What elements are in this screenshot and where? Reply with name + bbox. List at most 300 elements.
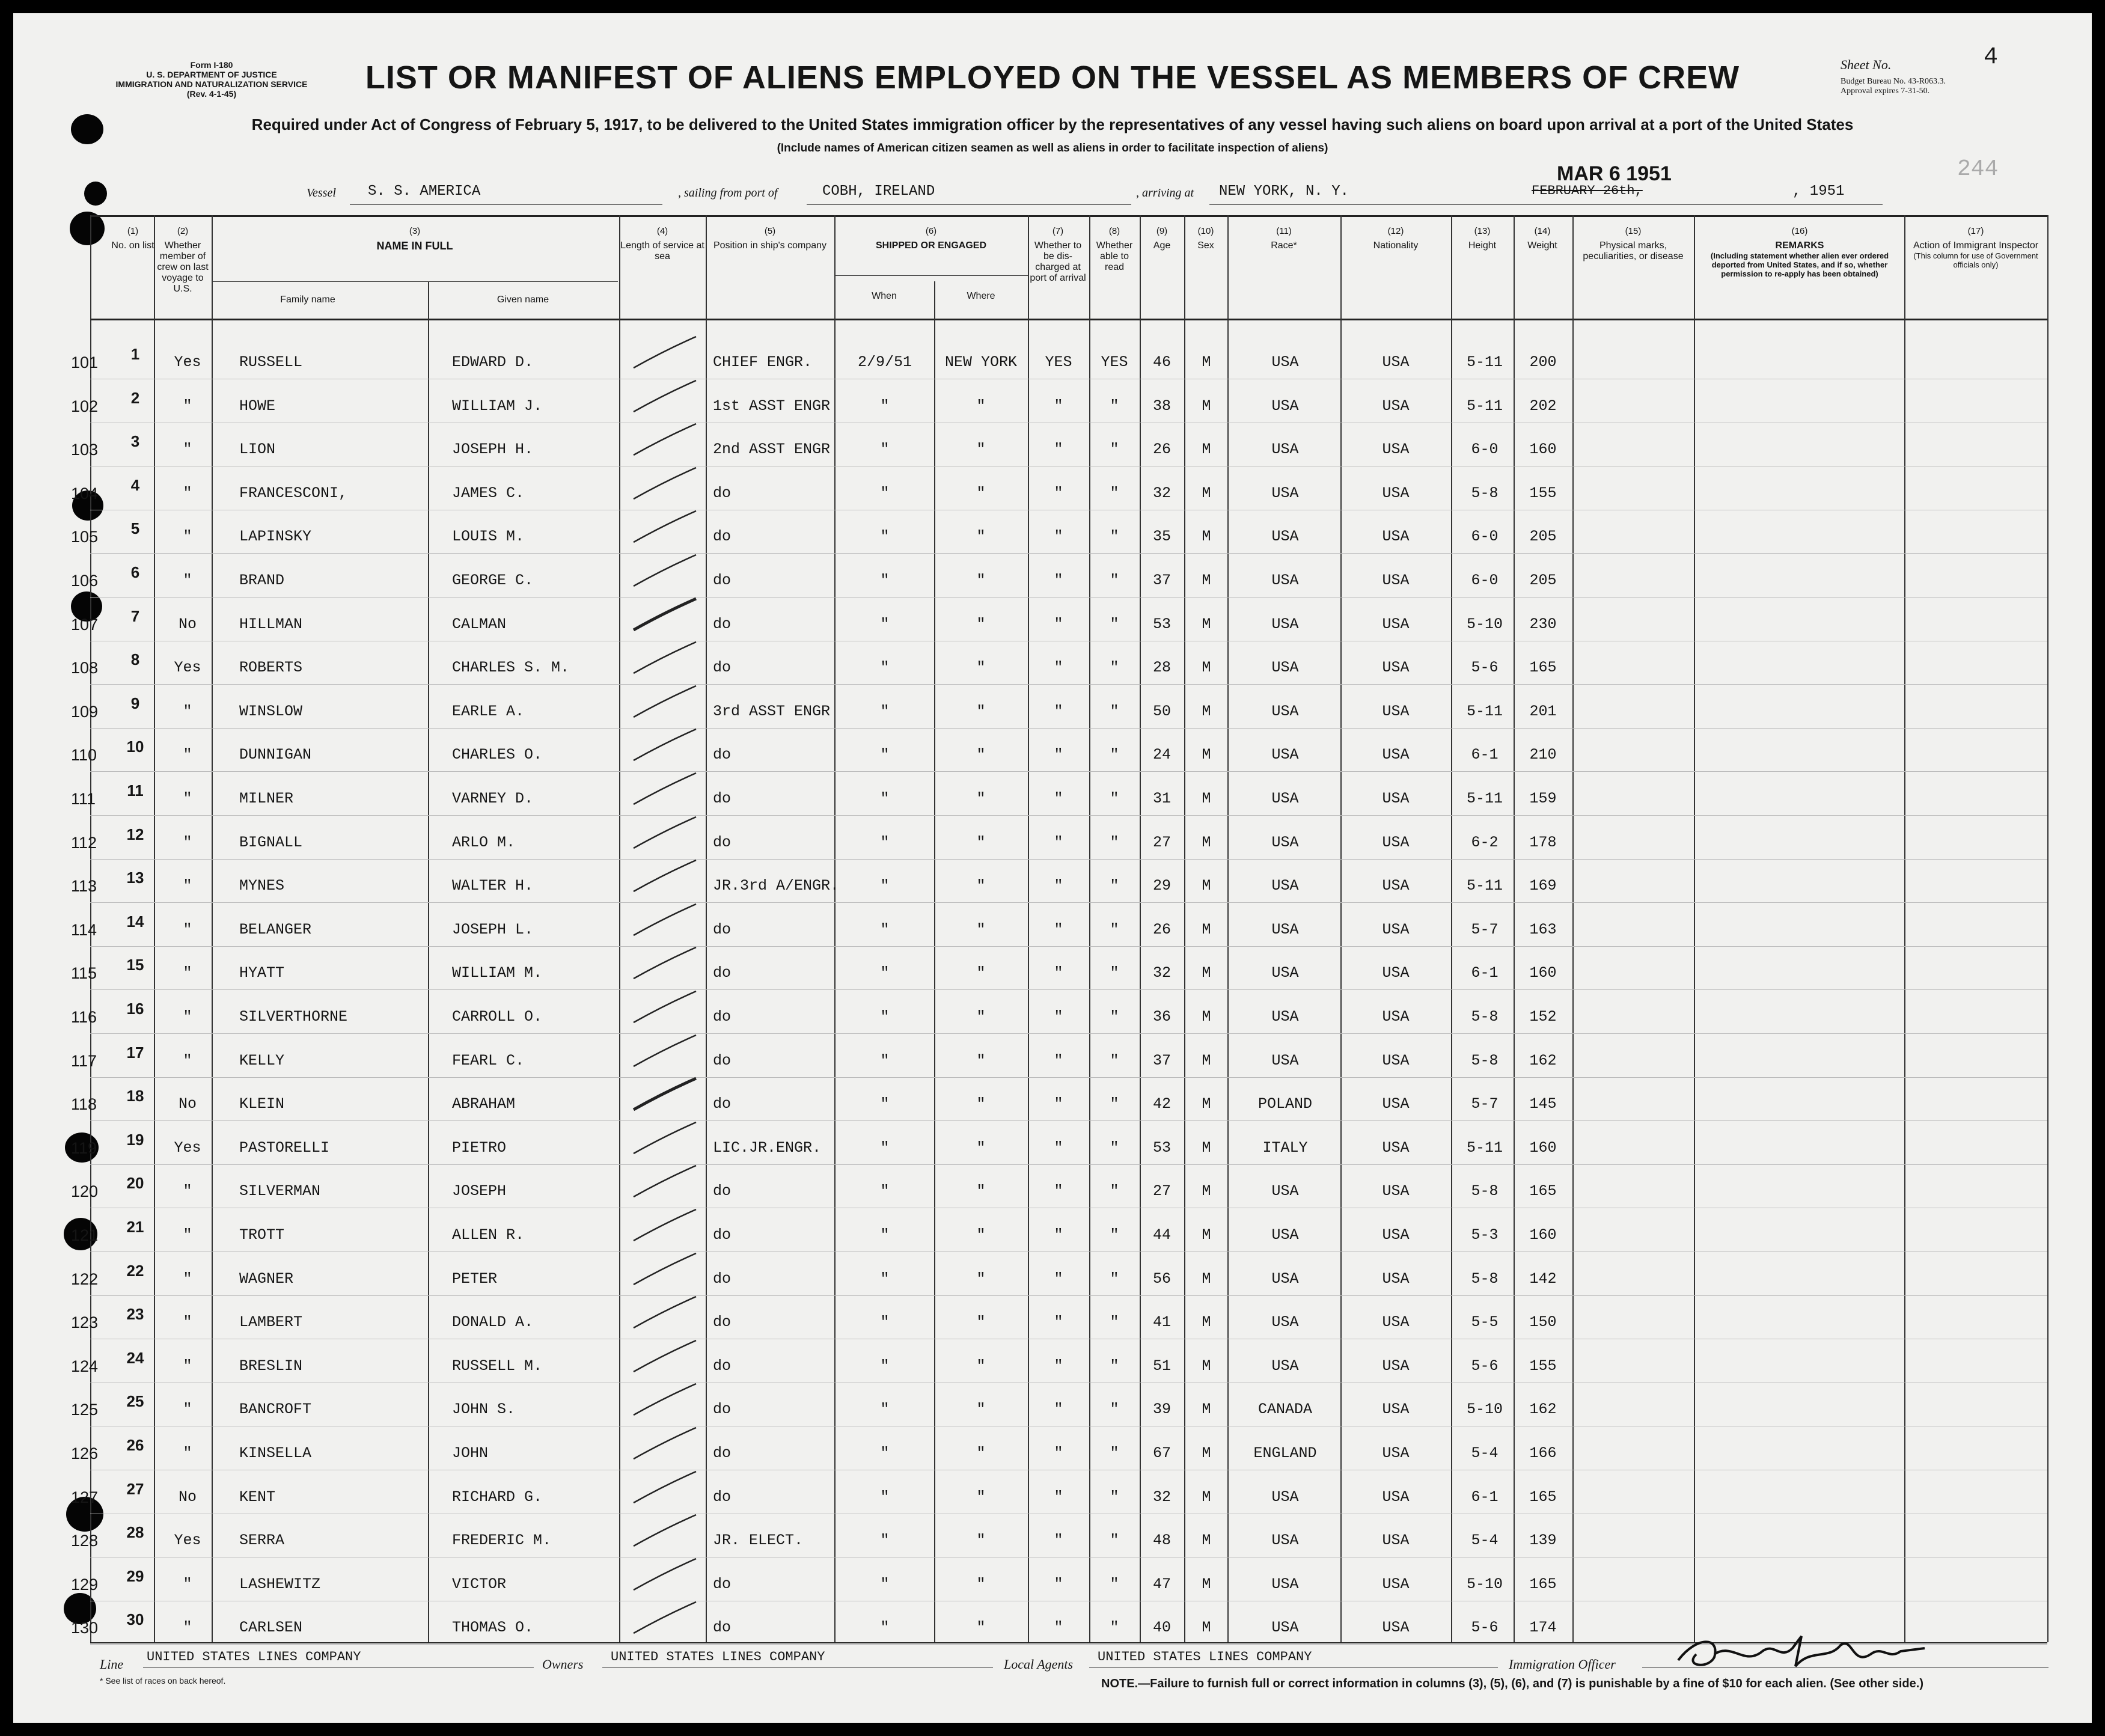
cell-sex: M xyxy=(1202,1401,1211,1419)
arrival-year: , 1951 xyxy=(1792,183,1845,200)
cell-when: " xyxy=(880,1575,890,1593)
service-check-mark xyxy=(629,1075,701,1114)
cell-sex: M xyxy=(1202,964,1211,982)
cell-read: " xyxy=(1110,1138,1119,1157)
list-number: 24 xyxy=(126,1348,144,1367)
cell-when: " xyxy=(880,441,890,459)
cell-nat: USA xyxy=(1382,1444,1410,1462)
revision: (Rev. 4-1-45) xyxy=(186,89,237,99)
cell-prev: " xyxy=(183,1357,192,1375)
service-check-mark xyxy=(629,1511,701,1551)
list-number: 13 xyxy=(126,869,144,887)
list-number: 23 xyxy=(126,1305,144,1324)
cell-read: " xyxy=(1110,1488,1119,1506)
cell-read: YES xyxy=(1101,353,1128,371)
cell-prev: " xyxy=(183,1051,192,1069)
sheet-block xyxy=(1841,44,2057,96)
cell-age: 35 xyxy=(1152,528,1171,546)
cell-read: " xyxy=(1110,1401,1119,1419)
cell-height: 5-8 xyxy=(1471,1008,1499,1025)
cell-sex: M xyxy=(1202,920,1211,938)
cell-family: SILVERTHORNE xyxy=(239,1008,348,1025)
service-check-mark xyxy=(629,682,701,722)
column-rule xyxy=(1572,215,1574,1642)
cell-race: USA xyxy=(1271,1532,1299,1550)
where-header: Where xyxy=(967,291,995,301)
service-check-mark xyxy=(629,377,701,417)
cell-prev: " xyxy=(183,1226,192,1244)
manifest-row-number: 120 xyxy=(71,1182,99,1201)
cell-nat: USA xyxy=(1382,1008,1410,1025)
cell-nat: USA xyxy=(1382,528,1410,546)
cell-where: " xyxy=(976,1575,986,1593)
manifest-row-number: 122 xyxy=(71,1270,99,1288)
manifest-row-number: 123 xyxy=(71,1313,99,1332)
list-number: 22 xyxy=(126,1261,144,1280)
cell-height: 5-7 xyxy=(1471,920,1499,938)
cell-sex: M xyxy=(1202,1357,1211,1375)
cell-read: " xyxy=(1110,920,1119,938)
cell-when: " xyxy=(880,790,890,807)
cell-when: " xyxy=(880,1138,890,1157)
cell-read: " xyxy=(1110,1226,1119,1244)
cell-position: do xyxy=(713,1488,732,1506)
cell-family: LAPINSKY xyxy=(239,528,312,546)
manifest-row-number: 119 xyxy=(71,1138,97,1157)
cell-family: WINSLOW xyxy=(239,702,303,720)
cell-height: 6-0 xyxy=(1471,441,1499,459)
line-company: UNITED STATES LINES COMPANY xyxy=(147,1649,361,1664)
service-check-mark xyxy=(629,1119,701,1158)
cell-sex: M xyxy=(1202,790,1211,807)
cell-read: " xyxy=(1110,1357,1119,1375)
cell-height: 5-11 xyxy=(1466,397,1503,415)
cell-prev: Yes xyxy=(174,353,201,371)
cell-prev: " xyxy=(183,528,192,546)
service-check-mark xyxy=(629,1206,701,1245)
cell-race: USA xyxy=(1271,790,1299,807)
list-number: 29 xyxy=(126,1566,144,1585)
list-number: 27 xyxy=(126,1479,144,1498)
cell-sex: M xyxy=(1202,1270,1211,1288)
cell-weight: 165 xyxy=(1529,1575,1557,1593)
cell-family: HOWE xyxy=(239,397,276,415)
cell-when: " xyxy=(880,1051,890,1069)
manifest-row-number: 130 xyxy=(71,1619,99,1637)
cell-given: PIETRO xyxy=(452,1138,507,1157)
cell-given: EARLE A. xyxy=(452,702,525,720)
cell-nat: USA xyxy=(1382,1575,1410,1593)
cell-where: " xyxy=(976,1095,986,1113)
approval-expires: Approval expires 7-31-50. xyxy=(1841,87,1930,96)
subtitle-note: (Include names of American citizen seamen as well as aliens in order to facilitate inspection of aliens) xyxy=(777,142,1328,154)
service-check-mark xyxy=(629,1250,701,1289)
service-check-mark xyxy=(629,595,701,635)
vessel-label: Vessel xyxy=(307,186,336,200)
cell-age: 26 xyxy=(1152,920,1171,938)
cell-dis: " xyxy=(1054,920,1063,938)
manifest-row-number: 124 xyxy=(71,1357,99,1375)
cell-nat: USA xyxy=(1382,1619,1410,1637)
cell-nat: USA xyxy=(1382,1313,1410,1331)
cell-sex: M xyxy=(1202,877,1211,895)
cell-position: do xyxy=(713,1444,732,1462)
list-number: 25 xyxy=(126,1392,144,1411)
cell-sex: M xyxy=(1202,353,1211,371)
cell-nat: USA xyxy=(1382,659,1410,677)
manifest-row-number: 113 xyxy=(71,877,97,896)
list-number: 11 xyxy=(127,781,144,799)
cell-when: " xyxy=(880,1095,890,1113)
manifest-row-number: 103 xyxy=(71,441,99,459)
cell-given: EDWARD D. xyxy=(452,353,534,371)
cell-dis: " xyxy=(1054,397,1063,415)
service-check-mark xyxy=(629,638,701,678)
service-check-mark xyxy=(629,1468,701,1508)
cell-dis: " xyxy=(1054,1488,1063,1506)
cell-weight: 202 xyxy=(1529,397,1557,415)
cell-age: 53 xyxy=(1152,615,1171,633)
cell-read: " xyxy=(1110,1095,1119,1113)
cell-family: PASTORELLI xyxy=(239,1138,330,1157)
cell-weight: 152 xyxy=(1529,1008,1557,1025)
cell-sex: M xyxy=(1202,615,1211,633)
cell-race: USA xyxy=(1271,702,1299,720)
cell-age: 41 xyxy=(1152,1313,1171,1331)
cell-age: 44 xyxy=(1152,1226,1171,1244)
cell-height: 5-11 xyxy=(1466,702,1503,720)
sheet-number: 4 xyxy=(1984,44,1999,71)
cell-age: 24 xyxy=(1152,746,1171,764)
cell-height: 5-11 xyxy=(1466,790,1503,807)
col-5-header: (5) Position in ship's company xyxy=(713,226,827,251)
row-rule xyxy=(90,771,2047,772)
cell-position: do xyxy=(713,615,732,633)
cell-sex: M xyxy=(1202,484,1211,502)
cell-prev: Yes xyxy=(174,1532,201,1550)
cell-height: 5-4 xyxy=(1471,1532,1499,1550)
cell-weight: 150 xyxy=(1529,1313,1557,1331)
manifest-row-number: 116 xyxy=(71,1008,97,1026)
cell-prev: " xyxy=(183,1401,192,1419)
cell-prev: " xyxy=(183,572,192,589)
cell-age: 47 xyxy=(1152,1575,1171,1593)
port-from: COBH, IRELAND xyxy=(822,183,935,200)
cell-family: BRAND xyxy=(239,572,285,589)
cell-family: KLEIN xyxy=(239,1095,285,1113)
service-check-mark xyxy=(629,900,701,940)
row-rule xyxy=(90,597,2047,598)
manifest-row-number: 112 xyxy=(71,833,97,852)
list-number: 14 xyxy=(126,912,144,931)
cell-when: 2/9/51 xyxy=(857,353,912,371)
cell-dis: " xyxy=(1054,1444,1063,1462)
cell-dis: " xyxy=(1054,1095,1063,1113)
list-number: 17 xyxy=(126,1043,144,1062)
cell-weight: 201 xyxy=(1529,702,1557,720)
cell-age: 50 xyxy=(1152,702,1171,720)
cell-nat: USA xyxy=(1382,833,1410,851)
cell-race: USA xyxy=(1271,964,1299,982)
service-check-mark xyxy=(629,507,701,547)
struck-date: FEBRUARY 26th, xyxy=(1532,183,1643,198)
family-name-header: Family name xyxy=(280,295,335,305)
cell-given: PETER xyxy=(452,1270,498,1288)
row-rule xyxy=(90,902,2047,903)
col-2-header: (2) Whether member of crew on last voyage to U.S. xyxy=(157,226,209,294)
cell-position: LIC.JR.ENGR. xyxy=(713,1138,822,1157)
cell-weight: 160 xyxy=(1529,1138,1557,1157)
cell-where: " xyxy=(976,441,986,459)
col-10-header: (10) Sex xyxy=(1197,226,1214,251)
cell-weight: 162 xyxy=(1529,1051,1557,1069)
cell-age: 42 xyxy=(1152,1095,1171,1113)
cell-dis: " xyxy=(1054,877,1063,895)
cell-nat: USA xyxy=(1382,353,1410,371)
manifest-row-number: 126 xyxy=(71,1444,99,1462)
cell-position: do xyxy=(713,1226,732,1244)
cell-read: " xyxy=(1110,1444,1119,1462)
form-number: Form I-180 xyxy=(190,60,233,70)
agents-label: Local Agents xyxy=(1004,1657,1074,1672)
cell-nat: USA xyxy=(1382,1401,1410,1419)
cell-position: do xyxy=(713,1182,732,1200)
cell-sex: M xyxy=(1202,1444,1211,1462)
cell-read: " xyxy=(1110,615,1119,633)
col-11-header: (11) Race* xyxy=(1271,226,1297,251)
cell-race: USA xyxy=(1271,353,1299,371)
list-number: 18 xyxy=(126,1087,144,1105)
cell-position: do xyxy=(713,1401,732,1419)
cell-age: 29 xyxy=(1152,877,1171,895)
cell-position: JR. ELECT. xyxy=(713,1532,804,1550)
cell-race: USA xyxy=(1271,1575,1299,1593)
cell-where: " xyxy=(976,1444,986,1462)
cell-weight: 165 xyxy=(1529,1488,1557,1506)
cell-when: " xyxy=(880,484,890,502)
cell-sex: M xyxy=(1202,1313,1211,1331)
list-number: 30 xyxy=(126,1610,144,1629)
cell-when: " xyxy=(880,1182,890,1200)
cell-family: SILVERMAN xyxy=(239,1182,321,1200)
cell-age: 31 xyxy=(1152,790,1171,807)
cell-weight: 166 xyxy=(1529,1444,1557,1462)
cell-given: VARNEY D. xyxy=(452,790,534,807)
cell-sex: M xyxy=(1202,528,1211,546)
cell-where: " xyxy=(976,1051,986,1069)
cell-dis: " xyxy=(1054,1619,1063,1637)
cell-given: RICHARD G. xyxy=(452,1488,543,1506)
cell-given: CALMAN xyxy=(452,615,507,633)
cell-where: " xyxy=(976,528,986,546)
service-check-mark xyxy=(629,464,701,504)
cell-height: 5-8 xyxy=(1471,1051,1499,1069)
cell-when: " xyxy=(880,1401,890,1419)
manifest-row-number: 125 xyxy=(71,1401,99,1419)
cell-weight: 210 xyxy=(1529,746,1557,764)
cell-prev: " xyxy=(183,1444,192,1462)
cell-nat: USA xyxy=(1382,1357,1410,1375)
cell-position: do xyxy=(713,1357,732,1375)
cell-weight: 139 xyxy=(1529,1532,1557,1550)
cell-where: " xyxy=(976,659,986,677)
cell-where: " xyxy=(976,1226,986,1244)
cell-given: FEARL C. xyxy=(452,1051,525,1069)
cell-read: " xyxy=(1110,659,1119,677)
cell-family: BANCROFT xyxy=(239,1401,312,1419)
col-1-header: (1) No. on list xyxy=(111,226,154,251)
cell-given: DONALD A. xyxy=(452,1313,534,1331)
cell-dis: " xyxy=(1054,1138,1063,1157)
manifest-row-number: 115 xyxy=(71,964,97,983)
cell-family: ROBERTS xyxy=(239,659,303,677)
cell-prev: " xyxy=(183,1182,192,1200)
cell-given: CHARLES O. xyxy=(452,746,543,764)
owners-label: Owners xyxy=(542,1657,584,1672)
cell-weight: 169 xyxy=(1529,877,1557,895)
cell-position: do xyxy=(713,1313,732,1331)
cell-dis: " xyxy=(1054,702,1063,720)
cell-where: " xyxy=(976,1182,986,1200)
cell-race: USA xyxy=(1271,920,1299,938)
cell-dis: " xyxy=(1054,615,1063,633)
service-check-mark xyxy=(629,988,701,1027)
cell-position: do xyxy=(713,790,732,807)
cell-nat: USA xyxy=(1382,790,1410,807)
manifest-row-number: 109 xyxy=(71,702,99,721)
cell-read: " xyxy=(1110,1051,1119,1069)
cell-nat: USA xyxy=(1382,1051,1410,1069)
cell-race: USA xyxy=(1271,1008,1299,1025)
cell-family: LASHEWITZ xyxy=(239,1575,321,1593)
cell-age: 28 xyxy=(1152,659,1171,677)
cell-when: " xyxy=(880,1226,890,1244)
cell-height: 5-10 xyxy=(1466,1401,1503,1419)
sailing-label: , sailing from port of xyxy=(678,186,778,200)
list-number: 10 xyxy=(126,738,144,756)
cell-where: " xyxy=(976,746,986,764)
list-number: 28 xyxy=(126,1523,144,1542)
service-check-mark xyxy=(629,420,701,460)
cell-given: RUSSELL M. xyxy=(452,1357,543,1375)
cell-given: FREDERIC M. xyxy=(452,1532,552,1550)
cell-read: " xyxy=(1110,1313,1119,1331)
cell-position: do xyxy=(713,1051,732,1069)
cell-position: JR.3rd A/ENGR. xyxy=(713,877,840,895)
punch-hole xyxy=(84,182,107,206)
cell-position: do xyxy=(713,572,732,589)
cell-position: do xyxy=(713,1619,732,1637)
cell-age: 53 xyxy=(1152,1138,1171,1157)
list-number: 20 xyxy=(126,1174,144,1193)
cell-weight: 200 xyxy=(1529,353,1557,371)
cell-given: JOHN xyxy=(452,1444,489,1462)
cell-prev: " xyxy=(183,441,192,459)
cell-prev: " xyxy=(183,1008,192,1025)
cell-read: " xyxy=(1110,1575,1119,1593)
cell-when: " xyxy=(880,1532,890,1550)
cell-given: ALLEN R. xyxy=(452,1226,525,1244)
cell-nat: USA xyxy=(1382,572,1410,589)
cell-read: " xyxy=(1110,964,1119,982)
cell-family: KINSELLA xyxy=(239,1444,312,1462)
cell-given: WILLIAM M. xyxy=(452,964,543,982)
cell-family: MYNES xyxy=(239,877,285,895)
cell-race: POLAND xyxy=(1257,1095,1312,1113)
cell-where: " xyxy=(976,572,986,589)
cell-position: do xyxy=(713,964,732,982)
cell-family: CARLSEN xyxy=(239,1619,303,1637)
cell-sex: M xyxy=(1202,833,1211,851)
cell-nat: USA xyxy=(1382,1226,1410,1244)
cell-dis: " xyxy=(1054,659,1063,677)
col-4-header: (4) Length of service at sea xyxy=(620,226,704,261)
cell-dis: " xyxy=(1054,1575,1063,1593)
cell-position: do xyxy=(713,920,732,938)
cell-read: " xyxy=(1110,877,1119,895)
cell-given: WALTER H. xyxy=(452,877,534,895)
cell-position: do xyxy=(713,833,732,851)
cell-given: THOMAS O. xyxy=(452,1619,534,1637)
cell-age: 46 xyxy=(1152,353,1171,371)
column-rule xyxy=(1451,215,1452,1642)
cell-given: JOSEPH H. xyxy=(452,441,534,459)
page-title: LIST OR MANIFEST OF ALIENS EMPLOYED ON THE VESSEL AS MEMBERS OF CREW xyxy=(365,60,1740,96)
cell-family: BIGNALL xyxy=(239,833,303,851)
cell-sex: M xyxy=(1202,702,1211,720)
cell-sex: M xyxy=(1202,1619,1211,1637)
cell-sex: M xyxy=(1202,1532,1211,1550)
cell-sex: M xyxy=(1202,397,1211,415)
cell-height: 5-10 xyxy=(1466,1575,1503,1593)
cell-given: JOSEPH L. xyxy=(452,920,534,938)
cell-where: " xyxy=(976,484,986,502)
column-rule xyxy=(212,215,213,1642)
vessel-name: S. S. AMERICA xyxy=(368,183,481,200)
cell-weight: 160 xyxy=(1529,964,1557,982)
cell-age: 36 xyxy=(1152,1008,1171,1025)
column-rule xyxy=(2047,215,2048,1642)
cell-dis: " xyxy=(1054,572,1063,589)
cell-when: " xyxy=(880,1270,890,1288)
cell-when: " xyxy=(880,1444,890,1462)
manifest-row-number: 110 xyxy=(71,746,97,765)
cell-age: 51 xyxy=(1152,1357,1171,1375)
cell-read: " xyxy=(1110,1532,1119,1550)
cell-sex: M xyxy=(1202,1182,1211,1200)
cell-height: 6-1 xyxy=(1471,1488,1499,1506)
cell-height: 5-11 xyxy=(1466,877,1503,895)
cell-prev: " xyxy=(183,1575,192,1593)
agents-company: UNITED STATES LINES COMPANY xyxy=(1098,1649,1312,1664)
cell-dis: " xyxy=(1054,1532,1063,1550)
list-number: 3 xyxy=(130,432,140,451)
cell-weight: 205 xyxy=(1529,528,1557,546)
cell-sex: M xyxy=(1202,1138,1211,1157)
cell-age: 32 xyxy=(1152,484,1171,502)
cell-read: " xyxy=(1110,572,1119,589)
cell-dis: " xyxy=(1054,746,1063,764)
cell-height: 5-4 xyxy=(1471,1444,1499,1462)
cell-when: " xyxy=(880,1008,890,1025)
sheet-label: Sheet No. xyxy=(1841,57,1892,72)
cell-given: WILLIAM J. xyxy=(452,397,543,415)
service-check-mark xyxy=(629,769,701,809)
cell-age: 67 xyxy=(1152,1444,1171,1462)
cell-race: CANADA xyxy=(1257,1401,1312,1419)
cell-family: SERRA xyxy=(239,1532,285,1550)
cell-weight: 160 xyxy=(1529,1226,1557,1244)
